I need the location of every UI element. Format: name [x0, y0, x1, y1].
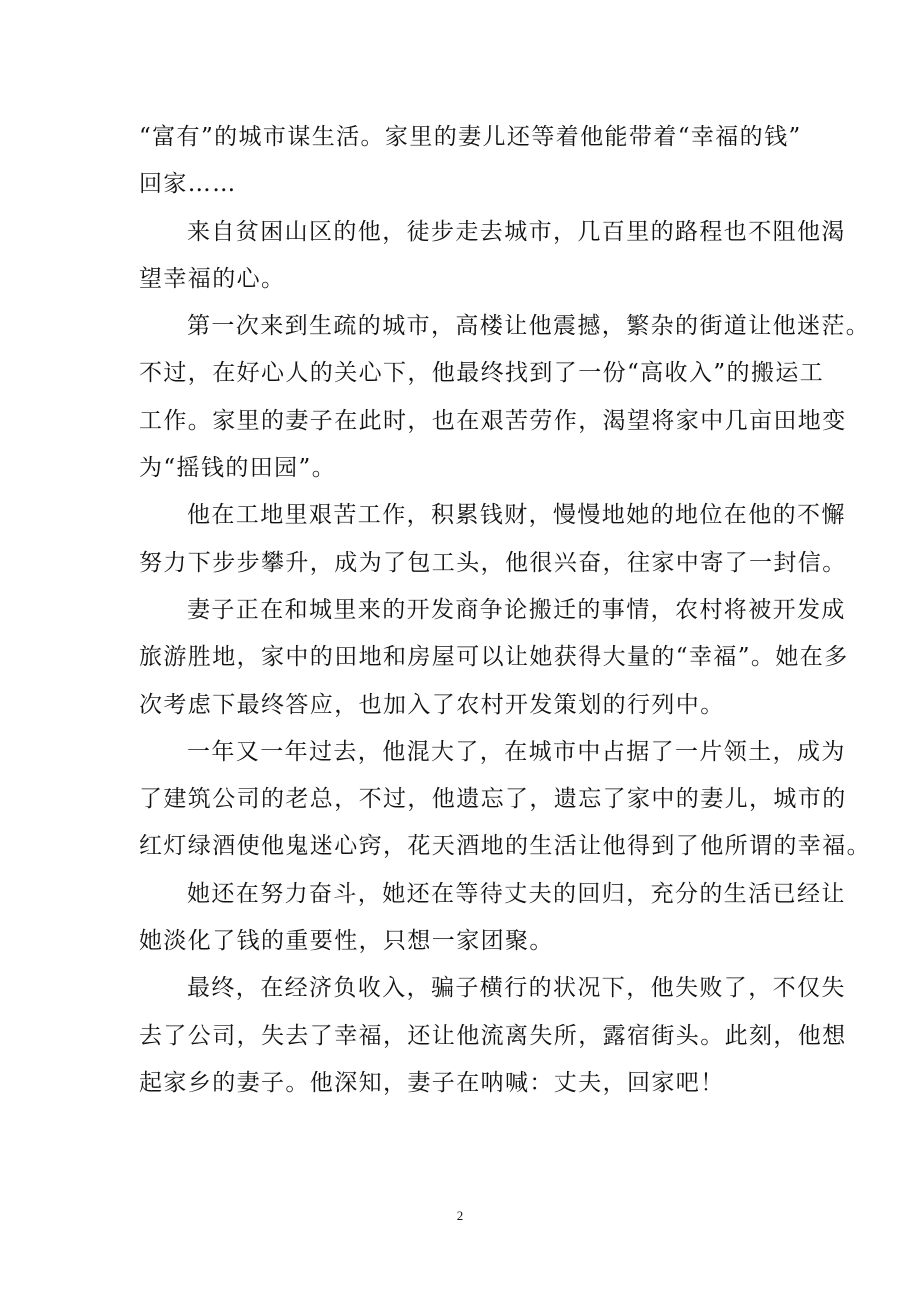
paragraph [139, 303, 871, 492]
text-line: 努力下步步攀升，成为了包工头，他很兴奋，往家中寄了一封信。 [139, 549, 847, 576]
page-number: 2 [456, 1208, 464, 1223]
text-line: 最终，在经济负收入，骗子横行的状况下，他失败了，不仅失 [187, 975, 846, 1002]
paragraph [139, 492, 847, 587]
text-line: 不过，在好心人的关心下，他最终找到了一份“高收入”的搬运工 [139, 360, 825, 387]
paragraph [139, 871, 846, 966]
text-line: 起家乡的妻子。他深知，妻子在呐喊：丈夫，回家吧！ [139, 1069, 725, 1096]
text-line: 一年又一年过去，他混大了，在城市中占据了一片领土，成为 [187, 738, 846, 765]
text-line: 望幸福的心。 [139, 265, 286, 292]
paragraph [139, 209, 846, 304]
text-line: 为“摇钱的田园”。 [139, 455, 337, 482]
text-line: “富有”的城市谋生活。家里的妻儿还等着他能带着“幸福的钱” [139, 124, 802, 150]
text-line: 工作。家里的妻子在此时，也在艰苦劳作，渴望将家中几亩田地变 [139, 407, 847, 434]
text-line: 旅游胜地，家中的田地和房屋可以让她获得大量的“幸福”。她在多 [139, 644, 849, 671]
text-line: 去了公司，失去了幸福，还让他流离失所，露宿街头。此刻，他想 [139, 1022, 847, 1049]
paragraph [139, 729, 871, 871]
paragraph [139, 114, 802, 209]
paragraph [139, 965, 847, 1107]
text-line: 回家…… [139, 171, 237, 198]
text-line: 她还在努力奋斗，她还在等待丈夫的回归，充分的生活已经让 [187, 880, 846, 907]
text-line: 第一次来到生疏的城市，高楼让他震撼，繁杂的街道让他迷茫。 [187, 313, 871, 340]
text-line: 他在工地里艰苦工作，积累钱财，慢慢地她的地位在他的不懈 [187, 502, 846, 529]
text-line: 红灯绿酒使他鬼迷心窍，花天酒地的生活让他得到了他所谓的幸福。 [139, 833, 871, 860]
text-line: 她淡化了钱的重要性，只想一家团聚。 [139, 928, 554, 955]
text-line: 来自贫困山区的他，徒步走去城市，几百里的路程也不阻他渴 [187, 218, 846, 245]
text-line: 妻子正在和城里来的开发商争论搬迁的事情，农村将被开发成 [187, 596, 846, 623]
paragraph [139, 587, 849, 729]
document-body [139, 114, 871, 1107]
text-line: 次考虑下最终答应，也加入了农村开发策划的行列中。 [139, 691, 725, 718]
text-line: 了建筑公司的老总，不过，他遗忘了，遗忘了家中的妻儿，城市的 [139, 786, 847, 813]
